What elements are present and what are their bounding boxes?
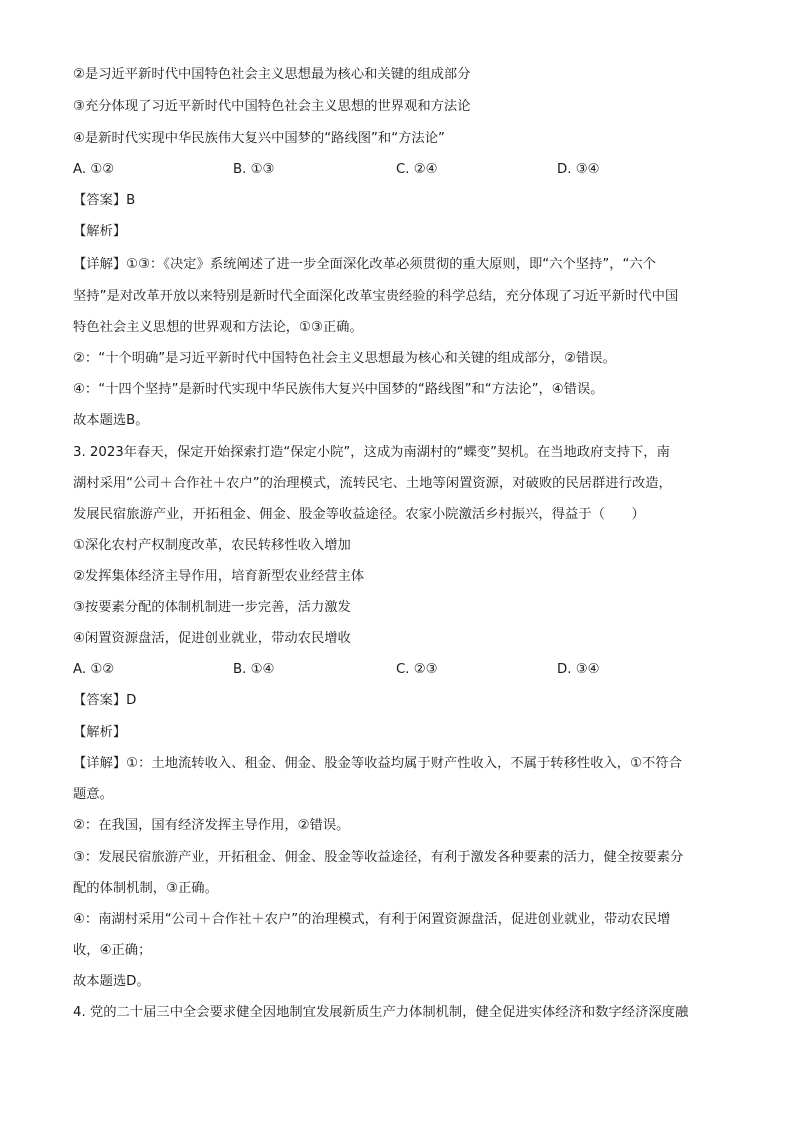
q3-statement-3: ③按要素分配的体制机制进一步完善，活力激发 — [73, 600, 351, 615]
q2-explanation-line-4: ②：“十个明确”是习近平新时代中国特色社会主义思想最为核心和关键的组成部分，②错误。 — [73, 351, 616, 366]
q3-statement-2: ②发挥集体经济主导作用，培育新型农业经营主体 — [73, 569, 365, 584]
q3-option-c: C. ②③ — [396, 662, 438, 677]
q3-conclusion: 故本题选D。 — [73, 974, 150, 989]
q3-explanation-line-1: 【详解】①：土地流转收入、租金、佣金、股金等收益均属于财产性收入，不属于转移性收入，①不符合 — [73, 756, 682, 771]
q2-explanation-line-1: 【详解】①③：《决定》系统阐述了进一步全面深化改革必须贯彻的重大原则，即“六个坚持”，“六个 — [73, 257, 657, 272]
q3-option-b: B. ①④ — [233, 662, 275, 677]
q3-option-d: D. ③④ — [557, 662, 600, 677]
q3-option-a: A. ①② — [73, 662, 115, 677]
q4-stem-line-1: 4. 党的二十届三中全会要求健全因地制宜发展新质生产力体制机制，健全促进实体经济和数字经济深度融 — [73, 1005, 689, 1020]
q2-explanation-line-3: 特色社会主义思想的世界观和方法论，①③正确。 — [73, 320, 363, 335]
q3-stem-line-1: 3. 2023年春天，保定开始探索打造“保定小院”，这成为南湖村的“蝶变”契机。在当地政府支持下，南 — [73, 445, 670, 460]
q2-option-c: C. ②④ — [396, 162, 438, 177]
q3-statement-1: ①深化农村产权制度改革，农民转移性收入增加 — [73, 538, 351, 553]
q3-stem-line-2: 湖村采用“公司＋合作社＋农户”的治理模式，流转民宅、土地等闲置资源，对破败的民居群进行改造， — [73, 476, 672, 491]
q3-explanation-line-2: 题意。 — [73, 787, 113, 802]
q2-statement-3: ③充分体现了习近平新时代中国特色社会主义思想的世界观和方法论 — [73, 99, 471, 114]
q2-answer: 【答案】B — [73, 193, 136, 208]
q3-statement-4: ④闲置资源盘活，促进创业就业，带动农民增收 — [73, 631, 351, 646]
q3-explanation-line-7: 收，④正确； — [73, 943, 152, 958]
q2-option-b: B. ①③ — [233, 162, 275, 177]
q2-option-a: A. ①② — [73, 162, 115, 177]
q3-explanation-line-5: 配的体制机制，③正确。 — [73, 881, 218, 896]
q2-explanation-line-2: 坚持”是对改革开放以来特别是新时代全面深化改革宝贵经验的科学总结，充分体现了习近平新时代中国 — [73, 289, 679, 304]
q2-statement-2: ②是习近平新时代中国特色社会主义思想最为核心和关键的组成部分 — [73, 67, 471, 82]
q3-answer: 【答案】D — [73, 693, 137, 708]
q3-stem-line-3: 发展民宿旅游产业，开拓租金、佣金、股金等收益途径。农家小院激活乡村振兴，得益于（ ） — [73, 507, 645, 522]
q2-conclusion: 故本题选B。 — [73, 413, 149, 428]
q3-explanation-line-6: ④：南湖村采用“公司＋合作社＋农户”的治理模式，有利于闲置资源盘活，促进创业就业，带动农民增 — [73, 912, 671, 927]
q2-statement-4: ④是新时代实现中华民族伟大复兴中国梦的“路线图”和“方法论” — [73, 131, 445, 146]
q2-analysis-heading: 【解析】 — [73, 224, 127, 239]
q2-option-d: D. ③④ — [557, 162, 600, 177]
q2-explanation-line-5: ④：“十四个坚持”是新时代实现中华民族伟大复兴中国梦的“路线图”和“方法论”，④错误。 — [73, 382, 604, 397]
q3-analysis-heading: 【解析】 — [73, 725, 127, 740]
q3-explanation-line-3: ②：在我国，国有经济发挥主导作用，②错误。 — [73, 818, 350, 833]
q3-explanation-line-4: ③：发展民宿旅游产业，开拓租金、佣金、股金等收益途径，有利于激发各种要素的活力，健全按要素分 — [73, 850, 684, 865]
